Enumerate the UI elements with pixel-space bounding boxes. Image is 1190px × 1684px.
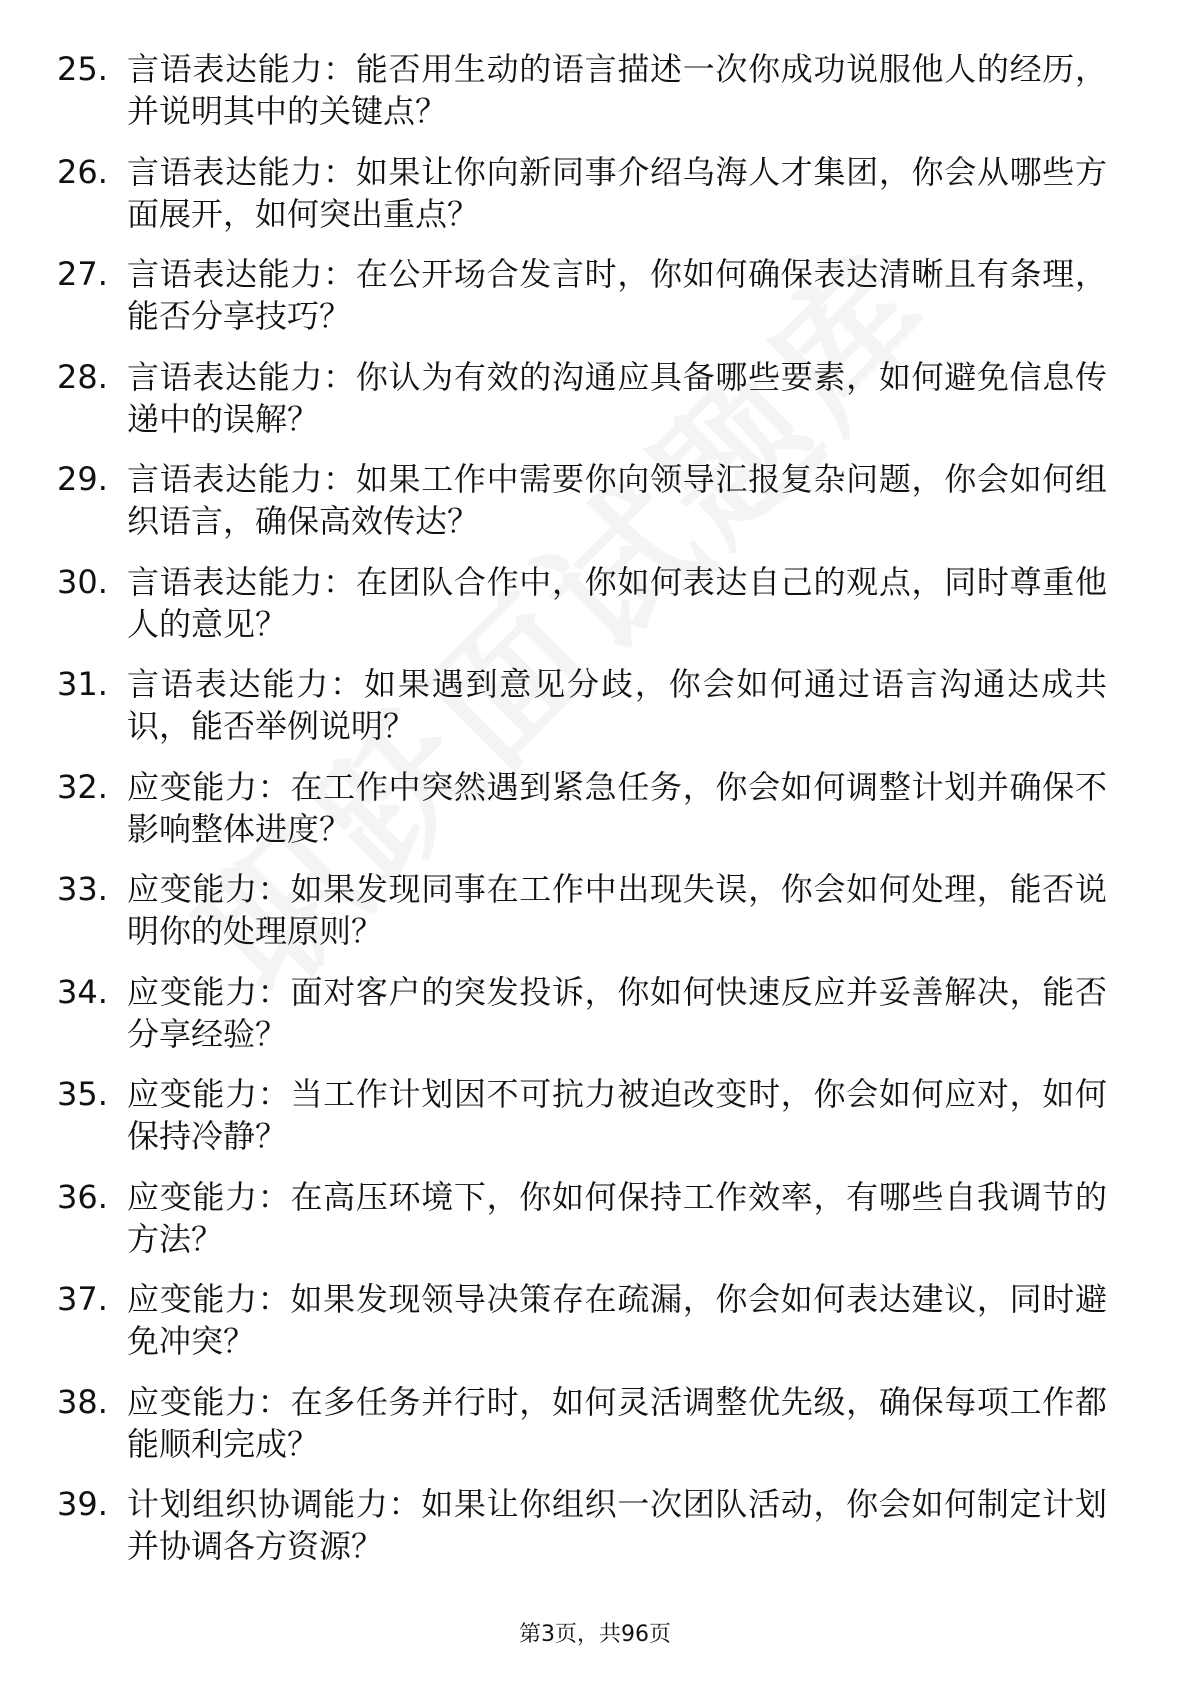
- question-number: 34.: [57, 972, 108, 1011]
- question-text: 应变能力：在多任务并行时，如何灵活调整优先级，确保每项工作都能顺利完成？: [127, 1382, 1107, 1463]
- page-footer: [0, 1620, 1190, 1650]
- question-number: 28.: [57, 357, 108, 396]
- question-number: 38.: [57, 1382, 108, 1421]
- question-text: 言语表达能力：如果工作中需要你向领导汇报复杂问题，你会如何组织语言，确保高效传达？: [127, 460, 1107, 540]
- question-text: 言语表达能力：如果遇到意见分歧，你会如何通过语言沟通达成共识，能否举例说明？: [127, 665, 1107, 745]
- question-number: 32.: [57, 767, 108, 806]
- question-item: [0, 766, 1190, 869]
- question-text: 计划组织协调能力：如果让你组织一次团队活动，你会如何制定计划并协调各方资源？: [127, 1485, 1107, 1565]
- question-item: [0, 1176, 1190, 1279]
- question-item: [0, 868, 1190, 971]
- question-number: 29.: [57, 460, 108, 498]
- question-text: 应变能力：如果发现领导决策存在疏漏，你会如何表达建议，同时避免冲突？: [127, 1280, 1107, 1360]
- question-number: 30.: [57, 562, 108, 601]
- question-text: 应变能力：如果发现同事在工作中出现失误，你会如何处理，能否说明你的处理原则？: [127, 870, 1107, 950]
- question-number: 33.: [57, 870, 108, 908]
- question-item: [0, 663, 1190, 766]
- question-text: 应变能力：在工作中突然遇到紧急任务，你会如何调整计划并确保不影响整体进度？: [127, 767, 1107, 848]
- question-number: 25.: [57, 50, 108, 88]
- page-number-label: 第3页，共96页: [519, 1622, 671, 1647]
- question-number: 39.: [57, 1485, 108, 1523]
- question-text: 言语表达能力：能否用生动的语言描述一次你成功说服他人的经历，并说明其中的关键点？: [127, 50, 1107, 130]
- question-number: 36.: [57, 1177, 108, 1216]
- question-item: [0, 1483, 1190, 1586]
- question-list: [0, 48, 1190, 1586]
- question-number: 27.: [57, 255, 108, 293]
- question-number: 37.: [57, 1280, 108, 1318]
- question-item: [0, 1073, 1190, 1176]
- question-number: 35.: [57, 1075, 108, 1113]
- question-text: 应变能力：在高压环境下，你如何保持工作效率，有哪些自我调节的方法？: [127, 1177, 1107, 1258]
- question-item: [0, 1381, 1190, 1484]
- question-item: [0, 151, 1190, 254]
- question-item: [0, 971, 1190, 1074]
- question-item: [0, 458, 1190, 561]
- question-item: [0, 561, 1190, 664]
- question-number: 31.: [57, 665, 108, 703]
- question-number: 26.: [57, 152, 108, 191]
- question-text: 应变能力：当工作计划因不可抗力被迫改变时，你会如何应对，如何保持冷静？: [127, 1075, 1107, 1155]
- question-text: 言语表达能力：在公开场合发言时，你如何确保表达清晰且有条理，能否分享技巧？: [127, 255, 1107, 335]
- question-item: [0, 48, 1190, 151]
- question-text: 应变能力：面对客户的突发投诉，你如何快速反应并妥善解决，能否分享经验？: [127, 972, 1107, 1053]
- question-item: [0, 253, 1190, 356]
- question-item: [0, 356, 1190, 459]
- question-text: 言语表达能力：你认为有效的沟通应具备哪些要素，如何避免信息传递中的误解？: [127, 357, 1107, 438]
- question-text: 言语表达能力：如果让你向新同事介绍乌海人才集团，你会从哪些方面展开，如何突出重点？: [127, 152, 1107, 233]
- question-item: [0, 1278, 1190, 1381]
- question-text: 言语表达能力：在团队合作中，你如何表达自己的观点，同时尊重他人的意见？: [127, 562, 1107, 643]
